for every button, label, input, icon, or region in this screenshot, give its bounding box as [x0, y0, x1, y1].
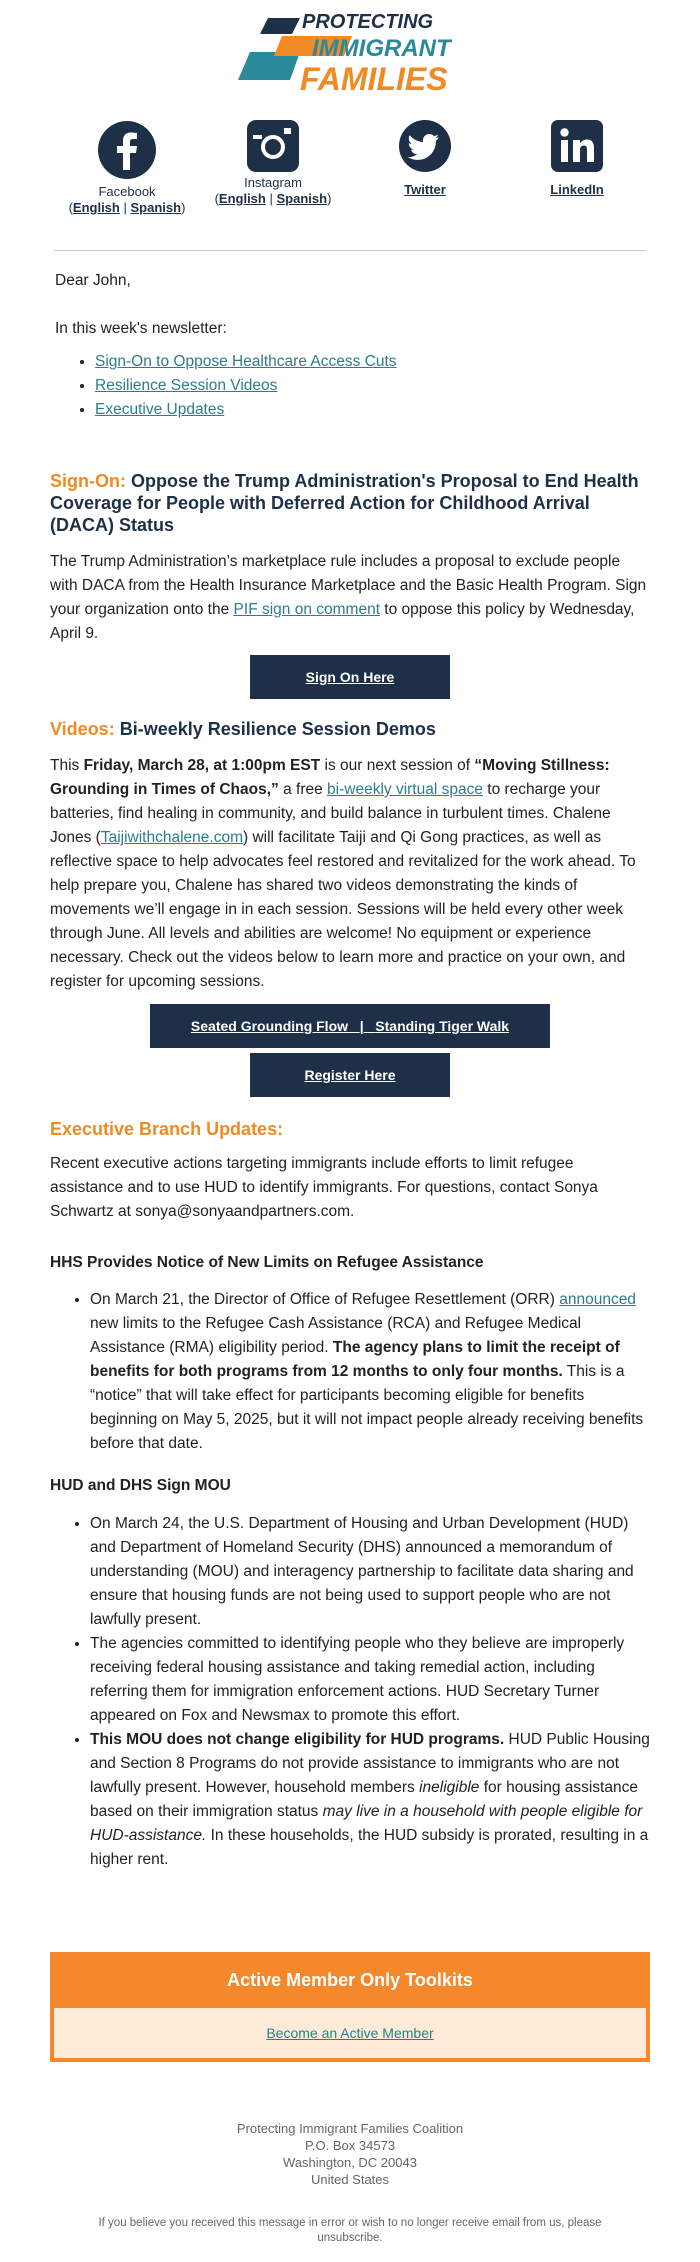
signon-body-end: to oppose this policy by Wednesday, April 9. [50, 601, 635, 642]
hud-list [50, 1512, 650, 1872]
instagram-sep: | [269, 191, 273, 206]
footer-org: Protecting Immigrant Families Coalition [236, 2121, 464, 2136]
videos-body [50, 754, 650, 994]
videos-p-mid2: a free [278, 781, 328, 798]
videos-session-name: “Moving Stillness: Grounding in Times of Chaos,” [50, 757, 610, 798]
signon-body-start: The Trump Administration’s marketplace rule includes a proposal to exclude people with DACA from the Health Insurance Marketplace and the Basic Health Program. Sign your organization onto the [50, 553, 647, 618]
logo-teal-shape [238, 52, 300, 80]
hhs-p2: new limits to the Refugee Cash Assistance (RCA) and Refugee Medical Assistance (RMA) eligibility period. [90, 1315, 582, 1356]
toc-item [95, 350, 397, 374]
toc-link-signon[interactable]: Sign-On to Oppose Healthcare Access Cuts [95, 353, 397, 370]
hud-b3-bold: This MOU does not change eligibility for HUD programs. [90, 1731, 505, 1748]
social-facebook [62, 120, 192, 216]
logo-graphic [0, 0, 700, 105]
virtual-space-link[interactable]: bi-weekly virtual space [327, 781, 483, 798]
social-twitter [360, 120, 490, 198]
social-linkedin [512, 120, 642, 198]
greeting: Dear John, [55, 272, 131, 289]
sign-on-button[interactable]: Sign On Here [250, 655, 450, 699]
twitter-link[interactable]: Twitter [404, 182, 446, 197]
hhs-heading: HHS Provides Notice of New Limits on Refugee Assistance [50, 1254, 484, 1271]
videos-prefix: Videos: [50, 719, 115, 739]
hhs-bold: The agency plans to limit the receipt of benefits for both programs from 12 months to only four months. [90, 1339, 620, 1380]
logo-line2: IMMIGRANT [312, 35, 451, 62]
facebook-label: Facebook [98, 184, 156, 199]
signon-title: Oppose the Trump Administration's Proposal to End Health Coverage for People with Deferred Action for Childhood Arrival (DACA) Status [50, 471, 639, 535]
hud-b3-ital2: may live in a household with people eligible for HUD-assistance. [90, 1803, 643, 1844]
become-member-link[interactable]: Become an Active Member [266, 2025, 434, 2041]
pif-signon-link[interactable]: PIF sign on comment [233, 601, 380, 618]
standing-tiger-walk-link[interactable]: Standing Tiger Walk [375, 1018, 510, 1034]
facebook-lang-links: (English | Spanish) [68, 200, 186, 215]
facebook-icon[interactable] [97, 120, 157, 180]
videos-p-mid3: to recharge your batteries, find healing in community, and build balance in turbulent times. Chalene Jones ( [50, 781, 611, 846]
list-item: • The agencies committed to identifying people who they believe are improperly receiving federal housing assistance and taking remedial action, including referring them for immigration enforcement actions. HUD Secretary Turner appeared on Fox and Newsmax to promote this effort. [90, 1632, 650, 1728]
linkedin-icon[interactable] [551, 120, 603, 172]
toc-item [95, 398, 397, 422]
facebook-sep: | [123, 200, 127, 215]
footer-unsubscribe[interactable]: If you believe you received this message in error or wish to no longer receive email from us, please unsubscribe. [98, 2217, 602, 2244]
footer-address [0, 2120, 700, 2188]
toc-item [95, 374, 397, 398]
register-button[interactable]: Register Here [250, 1053, 450, 1097]
signon-heading [50, 470, 650, 536]
seated-grounding-flow-link[interactable]: Seated Grounding Flow [190, 1018, 349, 1034]
divider [54, 250, 646, 251]
social-row [0, 105, 700, 235]
announced-link[interactable]: announced [559, 1291, 636, 1308]
footer-country: United States [310, 2172, 390, 2187]
chalene-site-link[interactable]: Taijiwithchalene.com [100, 829, 243, 846]
instagram-icon[interactable] [247, 120, 299, 172]
list-item [90, 1728, 650, 1872]
instagram-spanish-link[interactable]: Spanish [276, 191, 328, 206]
newsletter-intro: In this week's newsletter: [55, 320, 227, 337]
instagram-english-link[interactable]: English [218, 191, 266, 206]
hud-b3-ital1: ineligible [419, 1779, 480, 1796]
linkedin-link[interactable]: LinkedIn [550, 182, 604, 197]
hud-b3-b: for housing assistance based on their immigration status [90, 1779, 638, 1820]
logo-line3: FAMILIES [300, 61, 448, 97]
videos-date: Friday, March 28, at 1:00pm EST [83, 757, 321, 774]
signon-prefix: Sign-On: [50, 471, 126, 491]
hhs-p3: This is a “notice” that will take effect for participants becoming eligible for benefits beginning on May 5, 2025, but it will not impact people already receiving benefits before that date. [90, 1363, 644, 1452]
videos-title: Bi-weekly Resilience Session Demos [119, 719, 436, 739]
video-links-bar [150, 1004, 550, 1048]
toolkit-body [54, 2008, 646, 2058]
list-item [90, 1288, 650, 1456]
logo-line1: PROTECTING [302, 11, 434, 33]
toc-link-exec[interactable]: Executive Updates [95, 401, 225, 418]
hhs-p1: On March 21, the Director of Office of Refugee Resettlement (ORR) [90, 1291, 560, 1308]
footer-po: P.O. Box 34573 [304, 2138, 396, 2153]
social-instagram [208, 120, 338, 207]
videos-p-this: This [50, 757, 84, 774]
toolkit-box [50, 1952, 650, 2062]
header-logo [0, 0, 700, 105]
logo-navy-shape [260, 18, 300, 34]
videos-heading [50, 718, 650, 740]
instagram-lang-links: (English | Spanish) [214, 191, 332, 206]
toolkit-title: Active Member Only Toolkits [227, 1970, 473, 1990]
hhs-list [50, 1288, 650, 1456]
hud-b3-c: In these households, the HUD subsidy is prorated, resulting in a higher rent. [90, 1827, 649, 1868]
facebook-spanish-link[interactable]: Spanish [130, 200, 182, 215]
hud-heading: HUD and DHS Sign MOU [50, 1477, 231, 1494]
hud-b3-a: HUD Public Housing and Section 8 Programs do not provide assistance to immigrants who are not lawfully present. However, household members [90, 1731, 650, 1796]
exec-heading: Executive Branch Updates: [50, 1119, 284, 1139]
exec-intro: Recent executive actions targeting immigrants include efforts to limit refugee assistance and to use HUD to identify immigrants. For questions, contact Sonya Schwartz at sonya@sonyaandpartners.com. [50, 1155, 598, 1220]
videos-p-mid1: is our next session of [320, 757, 475, 774]
instagram-label: Instagram [244, 175, 302, 190]
signon-body [50, 550, 650, 646]
video-sep: | [359, 1018, 364, 1034]
list-item: • On March 24, the U.S. Department of Housing and Urban Development (HUD) and Department of Homeland Security (DHS) announced a memorandum of understanding (MOU) and interagency partnership to facilitate data sharing and ensure that housing funds are not being used to support people who are not lawfully present. [90, 1512, 650, 1632]
twitter-icon[interactable] [399, 120, 451, 172]
facebook-english-link[interactable]: English [72, 200, 120, 215]
footer-city: Washington, DC 20043 [283, 2155, 417, 2170]
toc-link-videos[interactable]: Resilience Session Videos [95, 377, 278, 394]
table-of-contents [55, 350, 397, 422]
videos-p-end: ) will facilitate Taiji and Qi Gong practices, as well as reflective space to help advocates feel restored and revitalized for the work ahead. To help prepare you, Chalene has shared two videos demonstrating the kinds of movements we’ll engage in in each session. Sessions will be held every other week through June. All levels and abilities are welcome! No equipment or experience necessary. Check out the videos below to learn more and practice on your own, and register for upcoming sessions. [50, 829, 636, 990]
